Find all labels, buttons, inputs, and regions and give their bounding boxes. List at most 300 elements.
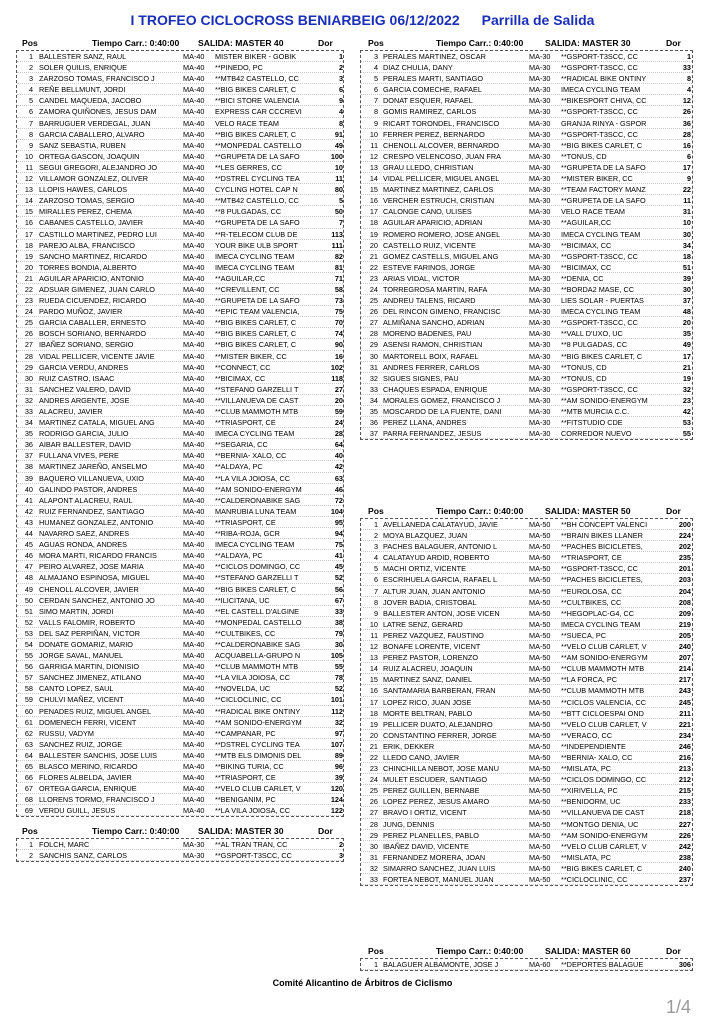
club-cell: **LA VILA JOIOSA, CC xyxy=(215,806,291,816)
table-row xyxy=(17,706,343,717)
dorsal-cell: 218 xyxy=(678,808,691,818)
category-cell: MA-40 xyxy=(183,251,205,261)
category-cell: MA-30 xyxy=(529,373,551,383)
category-cell: MA-30 xyxy=(529,185,551,195)
category-cell: MA-50 xyxy=(529,597,551,607)
category-cell: MA-30 xyxy=(529,162,551,172)
rider-name-cell: PARDO MUÑOZ, JAVIER xyxy=(39,307,123,317)
club-cell: **GSPORT-T3SCC, CC xyxy=(215,851,292,861)
position-cell: 9 xyxy=(28,140,33,150)
position-cell: 49 xyxy=(24,584,33,594)
dorsal-cell: 122 xyxy=(330,806,343,816)
category-cell: MA-40 xyxy=(183,418,205,428)
position-cell: 44 xyxy=(24,529,33,539)
rider-name-cell: NAVARRO SAEZ, ANDRES xyxy=(39,529,130,539)
category-cell: MA-50 xyxy=(529,575,551,585)
position-cell: 55 xyxy=(24,651,33,661)
category-cell: MA-50 xyxy=(529,730,551,740)
rider-name-cell: DONAT ESQUER, RAFAEL xyxy=(383,96,473,106)
club-cell: **RIBA-ROJA, GCR xyxy=(215,529,280,539)
category-cell: MA-30 xyxy=(529,362,551,372)
club-cell: **AM SONIDO-ENERGYM xyxy=(561,830,648,840)
rider-name-cell: REÑE BELLMUNT, JORDI xyxy=(39,85,126,95)
dorsal-cell: 95 xyxy=(334,517,343,527)
position-cell: 51 xyxy=(24,606,33,616)
category-cell: MA-30 xyxy=(529,85,551,95)
race-time: Tiempo Carr.: 0:40:00 xyxy=(436,506,524,516)
section-master-30 xyxy=(360,38,693,440)
category-cell: MA-40 xyxy=(183,218,205,228)
rider-name-cell: DEL RINCON GIMENO, FRANCISC xyxy=(383,307,501,317)
table-row xyxy=(361,328,692,339)
dorsal-cell: 70 xyxy=(334,318,343,328)
category-cell: MA-30 xyxy=(529,273,551,283)
position-cell: 2 xyxy=(28,851,33,861)
section-master-50 xyxy=(360,506,693,886)
category-cell: MA-30 xyxy=(529,284,551,294)
dorsal-cell: 113 xyxy=(331,229,343,239)
category-cell: MA-30 xyxy=(529,329,551,339)
rider-name-cell: DOMENECH FERRI, VICENT xyxy=(39,717,137,727)
category-cell: MA-40 xyxy=(183,118,205,128)
table-row xyxy=(17,839,343,850)
dorsal-cell: 32 xyxy=(682,384,691,394)
club-cell: **GRUPETA DE LA SAFO xyxy=(561,196,646,206)
table-row xyxy=(361,841,692,852)
position-cell: 16 xyxy=(24,218,33,228)
position-cell: 13 xyxy=(369,162,378,172)
category-cell: MA-40 xyxy=(183,628,205,638)
rider-name-cell: MARTORELL BOIX, RAFAEL xyxy=(383,351,479,361)
position-cell: 3 xyxy=(28,74,33,84)
table-row xyxy=(17,439,343,450)
rider-name-cell: CHENOLL ALCOVER, JAVIER xyxy=(39,584,139,594)
dorsal-cell: 56 xyxy=(334,584,343,594)
rider-name-cell: BALAGUER ALBAMONTE, JOSE J xyxy=(383,960,499,969)
category-cell: MA-40 xyxy=(183,617,205,627)
table-row xyxy=(361,295,692,306)
dorsal-cell: 100 xyxy=(330,151,343,161)
position-cell: 11 xyxy=(25,162,33,172)
section-header xyxy=(16,826,344,838)
table-row xyxy=(361,106,692,117)
dorsal-cell: 217 xyxy=(678,675,691,685)
category-cell: MA-40 xyxy=(183,695,205,705)
results-table xyxy=(16,838,344,862)
table-row xyxy=(361,84,692,95)
position-cell: 10 xyxy=(24,151,33,161)
dorsal-cell: 17 xyxy=(682,162,691,172)
rider-name-cell: GALINDO PASTOR, ANDRES xyxy=(39,484,138,494)
dorsal-cell: 10 xyxy=(334,162,343,172)
position-cell: 3 xyxy=(373,542,378,552)
table-row xyxy=(17,206,343,217)
position-cell: 10 xyxy=(369,129,378,139)
dorsal-cell: 2 xyxy=(338,840,343,849)
category-cell: MA-50 xyxy=(529,619,551,629)
rider-name-cell: FULLANA VIVES, PERE xyxy=(39,451,119,461)
rider-name-cell: PERALES MARTI, SANTIAGO xyxy=(383,74,484,84)
dorsal-cell: 75 xyxy=(334,307,343,317)
club-cell: **MISLATA, PC xyxy=(561,852,612,862)
pos-header: Pos xyxy=(368,38,384,48)
club-cell: **XIRIVELLA, PC xyxy=(561,786,618,796)
table-row xyxy=(17,517,343,528)
table-row xyxy=(17,639,343,650)
rider-name-cell: SANCHIS SANZ, CARLOS xyxy=(39,851,127,861)
table-row xyxy=(17,173,343,184)
table-row xyxy=(361,339,692,350)
rider-name-cell: DEL SAZ PERPIÑAN, VICTOR xyxy=(39,628,140,638)
club-cell: **DSTREL CYCLING TEA xyxy=(215,739,300,749)
race-time: Tiempo Carr.: 0:40:00 xyxy=(436,38,524,48)
dorsal-cell: 4 xyxy=(338,107,343,117)
position-cell: 16 xyxy=(369,196,378,206)
position-cell: 27 xyxy=(24,340,33,350)
position-cell: 22 xyxy=(24,284,33,294)
club-cell: **BICIMAX, CC xyxy=(561,262,612,272)
dorsal-cell: 80 xyxy=(334,185,343,195)
rider-name-cell: RUEDA CICUENDEZ, RICARDO xyxy=(39,296,147,306)
category-cell: MA-50 xyxy=(529,719,551,729)
rider-name-cell: CALONGE CANO, ULISES xyxy=(383,207,472,217)
club-cell: **CREVILLENT, CC xyxy=(215,284,280,294)
rider-name-cell: MORENO BADENES, PAU xyxy=(383,329,472,339)
table-row xyxy=(17,750,343,761)
category-cell: MA-50 xyxy=(529,808,551,818)
position-cell: 16 xyxy=(369,686,378,696)
position-cell: 2 xyxy=(28,63,33,73)
club-cell: **TRIASPORT, CE xyxy=(561,553,622,563)
rider-name-cell: CERDAN SANCHEZ, ANTONIO JO xyxy=(39,595,155,605)
dorsal-cell: 82 xyxy=(334,251,343,261)
position-cell: 43 xyxy=(24,517,33,527)
position-cell: 10 xyxy=(369,619,378,629)
category-cell: MA-40 xyxy=(183,562,205,572)
rider-name-cell: VERCHER ESTRUCH, CRISTIAN xyxy=(383,196,495,206)
start-category: SALIDA: MASTER 50 xyxy=(545,506,631,516)
club-cell: VELO RACE TEAM xyxy=(215,118,279,128)
dorsal-cell: 46 xyxy=(334,484,343,494)
dorsal-cell: 208 xyxy=(678,597,691,607)
club-cell: **BICIMAX, CC xyxy=(561,240,612,250)
dorsal-cell: 107 xyxy=(330,739,343,749)
category-cell: MA-50 xyxy=(529,686,551,696)
club-cell: **TONUS, CD xyxy=(561,362,607,372)
club-cell: **VELO CLUB CARLET, V xyxy=(561,841,647,851)
position-cell: 26 xyxy=(24,329,33,339)
rider-name-cell: VIDAL PELLICER, VICENTE JAVIE xyxy=(39,351,155,361)
table-row xyxy=(361,541,692,552)
table-row xyxy=(361,151,692,162)
table-row xyxy=(361,719,692,730)
table-row xyxy=(361,663,692,674)
dorsal-cell: 214 xyxy=(678,664,691,674)
table-row xyxy=(361,251,692,262)
table-row xyxy=(361,586,692,597)
category-cell: MA-40 xyxy=(183,662,205,672)
position-cell: 28 xyxy=(369,819,378,829)
category-cell: MA-40 xyxy=(183,107,205,117)
club-cell: **GSPORT-T3SCC, CC xyxy=(561,52,638,61)
table-row xyxy=(17,572,343,583)
dorsal-header: Dor xyxy=(318,38,333,48)
category-cell: MA-30 xyxy=(529,118,551,128)
club-cell: **8 PULGADAS, CC xyxy=(215,207,282,217)
results-table xyxy=(360,50,693,440)
dorsal-cell: 75 xyxy=(334,540,343,550)
position-cell: 69 xyxy=(24,806,33,816)
category-cell: MA-50 xyxy=(529,852,551,862)
table-row xyxy=(361,608,692,619)
rider-name-cell: SANTAMARIA BARBERAN, FRAN xyxy=(383,686,496,696)
category-cell: MA-30 xyxy=(529,229,551,239)
category-cell: MA-40 xyxy=(183,573,205,583)
rider-name-cell: BOSCH SORIANO, BERNARDO xyxy=(39,329,147,339)
position-cell: 33 xyxy=(369,384,378,394)
position-cell: 61 xyxy=(24,717,33,727)
table-row xyxy=(361,574,692,585)
rider-name-cell: MARTINEZ CATALA, MIGUEL ANG xyxy=(39,418,155,428)
club-cell: **EPIC TEAM VALENCIA, xyxy=(215,307,300,317)
category-cell: MA-40 xyxy=(183,784,205,794)
table-row xyxy=(17,95,343,106)
table-row xyxy=(17,739,343,750)
table-row xyxy=(17,617,343,628)
dorsal-cell: 24 xyxy=(334,418,343,428)
table-row xyxy=(361,195,692,206)
club-cell: **BIG BIKES CARLET, C xyxy=(215,340,297,350)
position-cell: 19 xyxy=(369,229,378,239)
rider-name-cell: ZARZOSO TOMAS, SERGIO xyxy=(39,196,135,206)
rider-name-cell: FORTEA NEBOT, MANUEL JUAN xyxy=(383,875,494,884)
dorsal-cell: 216 xyxy=(678,752,691,762)
position-cell: 52 xyxy=(24,617,33,627)
club-cell: **BORDA2 MASE, CC xyxy=(561,284,634,294)
dorsal-cell: 8 xyxy=(686,74,691,84)
rider-name-cell: GARCIA COMECHE, RAFAEL xyxy=(383,85,482,95)
category-cell: MA-40 xyxy=(183,739,205,749)
page-indicator: 1/4 xyxy=(666,997,692,1017)
dorsal-cell: 4 xyxy=(686,85,691,95)
dorsal-cell: 243 xyxy=(678,686,691,696)
club-cell: **LA VILA JOIOSA, CC xyxy=(215,473,291,483)
rider-name-cell: RUIZ CASTRO, ISAAC xyxy=(39,373,115,383)
dorsal-cell: 235 xyxy=(678,553,691,563)
position-cell: 17 xyxy=(24,229,33,239)
table-row xyxy=(361,129,692,140)
dorsal-cell: 89 xyxy=(334,750,343,760)
rider-name-cell: ALAPONT ALACREU, RAUL xyxy=(39,495,133,505)
table-row xyxy=(17,694,343,705)
dorsal-cell: 49 xyxy=(334,140,343,150)
table-row xyxy=(361,240,692,251)
results-table xyxy=(360,518,693,886)
position-cell: 19 xyxy=(24,251,33,261)
dorsal-cell: 234 xyxy=(678,730,691,740)
table-row xyxy=(361,552,692,563)
dorsal-cell: 111 xyxy=(331,240,343,250)
table-row xyxy=(17,51,343,62)
table-row xyxy=(17,395,343,406)
table-row xyxy=(361,306,692,317)
rider-name-cell: BALLESTER ANTON, JOSE VICEN xyxy=(383,608,500,618)
table-row xyxy=(361,384,692,395)
table-row xyxy=(17,106,343,117)
rider-name-cell: CHULVI MAÑEZ, VICENT xyxy=(39,695,124,705)
club-cell: **BENIDORM, UC xyxy=(561,797,621,807)
position-cell: 29 xyxy=(369,340,378,350)
dorsal-cell: 221 xyxy=(678,719,691,729)
club-cell: **CAMPANAR, PC xyxy=(215,728,276,738)
position-cell: 5 xyxy=(373,74,378,84)
dorsal-cell: 52 xyxy=(334,684,343,694)
rider-name-cell: ARIAS VIDAL, VICTOR xyxy=(383,273,460,283)
dorsal-cell: 5 xyxy=(338,196,343,206)
club-cell: **MTB42 CASTELLO, CC xyxy=(215,74,299,84)
club-cell: **EUROLOSA, CC xyxy=(561,586,622,596)
position-cell: 59 xyxy=(24,695,33,705)
rider-name-cell: GOMIS RAMIREZ, CARLOS xyxy=(383,107,477,117)
position-cell: 2 xyxy=(373,531,378,541)
club-cell: **BIG BIKES CARLET, C xyxy=(561,140,643,150)
club-cell: **DSTREL CYCLING TEA xyxy=(215,174,300,184)
category-cell: MA-40 xyxy=(183,717,205,727)
rider-name-cell: TORREGROSA MARTIN, RAFA xyxy=(383,284,488,294)
rider-name-cell: MARTINEZ SANZ, DANIEL xyxy=(383,675,473,685)
rider-name-cell: SANZ SEBASTIA, RUBEN xyxy=(39,140,126,150)
table-row xyxy=(17,406,343,417)
category-cell: MA-30 xyxy=(529,240,551,250)
club-cell: **LA VILA JOIOSA, CC xyxy=(215,673,291,683)
rider-name-cell: VERDU GUILL, JESUS xyxy=(39,806,116,816)
rider-name-cell: AGUILAR APARICIO, ANTONIO xyxy=(39,273,144,283)
dorsal-cell: 11 xyxy=(335,174,343,184)
club-cell: **DEPORTES BALAGUE xyxy=(561,960,644,969)
dorsal-cell: 245 xyxy=(678,697,691,707)
category-cell: MA-40 xyxy=(183,484,205,494)
rider-name-cell: AGUILAR APARICIO, ADRIAN xyxy=(383,218,483,228)
position-cell: 57 xyxy=(24,673,33,683)
table-row xyxy=(17,550,343,561)
club-cell: **PINEDO, PC xyxy=(215,63,263,73)
rider-name-cell: CHINCHILLA NEBOT, JOSE MANU xyxy=(383,764,499,774)
club-cell: GRANJA RINYA - GSPOR xyxy=(561,118,647,128)
dorsal-cell: 240 xyxy=(678,642,691,652)
dorsal-cell: 3 xyxy=(338,851,343,861)
position-cell: 18 xyxy=(24,240,33,250)
position-cell: 8 xyxy=(28,129,33,139)
rider-name-cell: MORALES GOMEZ, FRANCISCO J xyxy=(383,395,501,405)
club-cell: **ILICITANA, UC xyxy=(215,595,270,605)
club-cell: **CULTBIKES, CC xyxy=(215,628,276,638)
club-cell: **CLUB MAMMOTH MTB xyxy=(215,407,299,416)
club-cell: **BERNIA- XALO, CC xyxy=(215,451,287,461)
category-cell: MA-50 xyxy=(529,764,551,774)
table-row xyxy=(17,351,343,362)
category-cell: MA-40 xyxy=(183,284,205,294)
table-row xyxy=(17,240,343,251)
category-cell: MA-50 xyxy=(529,642,551,652)
dorsal-cell: 9 xyxy=(686,174,691,184)
category-cell: MA-40 xyxy=(183,451,205,461)
rider-name-cell: RICART TORONDEL, FRANCISCO xyxy=(383,118,500,128)
category-cell: MA-50 xyxy=(529,697,551,707)
dorsal-cell: 203 xyxy=(678,575,691,585)
position-cell: 24 xyxy=(369,284,378,294)
club-cell: **CICLOCLINIC, CC xyxy=(215,695,282,705)
rider-name-cell: AGUAS RONDA, ANDRES xyxy=(39,540,127,550)
club-cell: **EL CASTELL D'ALGINE xyxy=(215,606,299,616)
category-cell: MA-30 xyxy=(529,151,551,161)
position-cell: 14 xyxy=(369,174,378,184)
club-cell: IMECA CYCLING TEAM xyxy=(215,540,295,550)
rider-name-cell: CONSTANTINO FERRER, JORGE xyxy=(383,730,497,740)
table-row xyxy=(361,708,692,719)
position-cell: 36 xyxy=(369,418,378,428)
table-row xyxy=(17,650,343,661)
race-time: Tiempo Carr.: 0:40:00 xyxy=(436,946,524,956)
position-cell: 23 xyxy=(369,764,378,774)
club-cell: **MISLATA, PC xyxy=(561,764,612,774)
rider-name-cell: JOVER BADIA, CRISTOBAL xyxy=(383,597,477,607)
category-cell: MA-30 xyxy=(529,429,551,439)
position-cell: 32 xyxy=(24,395,33,405)
table-row xyxy=(361,395,692,406)
rider-name-cell: PEIRO ALVAREZ, JOSE MARIA xyxy=(39,562,144,572)
position-cell: 24 xyxy=(369,775,378,785)
rider-name-cell: LOPEZ PEREZ, JESUS AMARO xyxy=(383,797,490,807)
position-cell: 7 xyxy=(373,96,378,106)
position-cell: 30 xyxy=(369,841,378,851)
club-cell: **GSPORT-T3SCC, CC xyxy=(561,384,638,394)
table-row xyxy=(361,641,692,652)
club-cell: **AM SONIDO-ENERGYM xyxy=(215,484,302,494)
dorsal-cell: 209 xyxy=(678,608,691,618)
category-cell: MA-40 xyxy=(183,85,205,95)
dorsal-cell: 30 xyxy=(682,229,691,239)
club-cell: **CICLOS DOMINGO, CC xyxy=(561,775,647,785)
dorsal-cell: 224 xyxy=(678,531,691,541)
table-row xyxy=(361,796,692,807)
position-cell: 22 xyxy=(369,752,378,762)
rider-name-cell: CHENOLL ALCOVER, BERNARDO xyxy=(383,140,500,150)
rider-name-cell: JORGE SAVAL, MANUEL xyxy=(39,651,124,661)
footer-organizer: Comité Alicantino de Árbitros de Ciclismo xyxy=(272,978,453,988)
position-cell: 18 xyxy=(369,218,378,228)
rider-name-cell: BLASCO MERINO, RICARDO xyxy=(39,762,138,771)
position-cell: 26 xyxy=(369,797,378,807)
position-cell: 41 xyxy=(24,495,33,505)
position-cell: 45 xyxy=(24,540,33,550)
club-cell: LIES SOLAR - PUERTAS xyxy=(561,296,644,306)
dorsal-cell: 74 xyxy=(334,329,343,339)
category-cell: MA-50 xyxy=(529,586,551,596)
category-cell: MA-30 xyxy=(529,140,551,150)
start-category: SALIDA: MASTER 40 xyxy=(198,38,284,48)
position-cell: 58 xyxy=(24,684,33,694)
position-cell: 36 xyxy=(24,440,33,450)
rider-name-cell: ALMAJANO ESPINOSA, MIGUEL xyxy=(39,573,150,583)
club-cell: **AM SONIDO-ENERGYM xyxy=(215,717,302,727)
position-cell: 31 xyxy=(24,384,33,394)
position-cell: 6 xyxy=(373,575,378,585)
rider-name-cell: SIGUES SIGNES, PAU xyxy=(383,373,459,383)
table-row xyxy=(361,685,692,696)
category-cell: MA-40 xyxy=(183,96,205,106)
category-cell: MA-40 xyxy=(183,762,205,771)
club-cell: **8 PULGADAS, CC xyxy=(561,340,628,350)
